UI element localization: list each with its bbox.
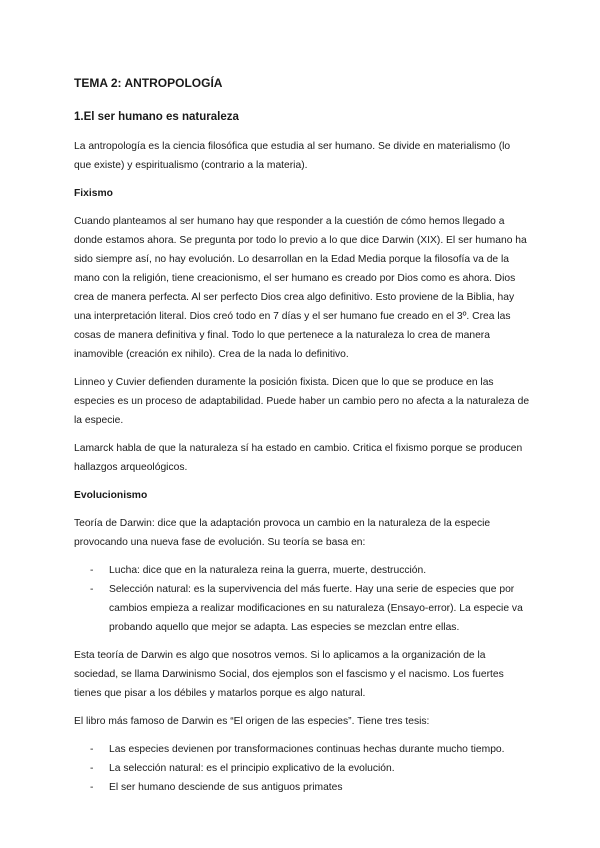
evolucionismo-paragraph-1: Teoría de Darwin: dice que la adaptación provoca un cambio en la naturaleza de la especie provocando una nueva fase de evolución. Su teoría se basa en: bbox=[74, 518, 491, 548]
list-item-text: Lucha: dice que en la naturaleza reina la guerra, muerte, destrucción. bbox=[109, 565, 427, 576]
fixismo-paragraph-1: Cuando planteamos al ser humano hay que responder a la cuestión de cómo hemos llegado a donde estamos ahora. Se pregunta por todo lo previo a lo que dice Darwin (XIX). El ser humano ha sido siempre así, no hay evolución. Lo desarrollan en la Edad Media porque la filosofía va de la mano con la religión, tiene creacionismo, el ser humano es creado por Dios como es ahora. Dios crea de manera perfecta. Al ser perfecto Dios crea algo definitivo. Esto proviene de la Biblia, hay una interpretación literal. Dios creó todo en 7 días y el ser humano fue creado en el 3º. Crea las cosas de manera definitiva y final. Todo lo que pertenece a la naturaleza lo crea de manera inamovible (creación ex nihilo). Crea de la nada lo definitivo. bbox=[74, 216, 527, 360]
darwin-thesis-list bbox=[74, 740, 530, 797]
list-item bbox=[74, 759, 530, 778]
list-item-text: Selección natural: es la supervivencia del más fuerte. Hay una serie de especies que por cambios empieza a realizar modificaciones en su naturaleza (Ensayo-error). La especie va probando aquello que mejor se adapta. Las especies se mezclan entre ellas. bbox=[109, 584, 523, 633]
bullet-dash: - bbox=[90, 584, 94, 595]
fixismo-paragraph-3: Lamarck habla de que la naturaleza sí ha estado en cambio. Critica el fixismo porque se producen hallazgos arqueológicos. bbox=[74, 443, 523, 473]
darwin-theory-list bbox=[74, 561, 530, 637]
bullet-dash: - bbox=[90, 744, 94, 755]
list-item bbox=[74, 580, 530, 637]
list-item bbox=[74, 778, 530, 797]
bullet-dash: - bbox=[90, 763, 94, 774]
evolucionismo-heading: Evolucionismo bbox=[74, 490, 148, 501]
page-title: TEMA 2: ANTROPOLOGÍA bbox=[74, 76, 223, 90]
evolucionismo-paragraph-3: El libro más famoso de Darwin es “El origen de las especies”. Tiene tres tesis: bbox=[74, 716, 430, 727]
list-item-text: La selección natural: es el principio explicativo de la evolución. bbox=[109, 763, 395, 774]
fixismo-paragraph-2: Linneo y Cuvier defienden duramente la posición fixista. Dicen que lo que se produce en las especies es un proceso de adaptabilidad. Puede haber un cambio pero no afecta a la naturaleza de la especie. bbox=[74, 377, 530, 426]
section-heading: 1.El ser humano es naturaleza bbox=[74, 111, 239, 123]
bullet-dash: - bbox=[90, 565, 94, 576]
document-body bbox=[74, 74, 530, 806]
list-item bbox=[74, 561, 530, 580]
evolucionismo-paragraph-2: Esta teoría de Darwin es algo que nosotros vemos. Si lo aplicamos a la organización de la sociedad, se llama Darwinismo Social, dos ejemplos son el fascismo y el nacismo. Los fuertes tienes que pisar a los débiles y matarlos porque es algo natural. bbox=[74, 650, 504, 699]
fixismo-heading: Fixismo bbox=[74, 188, 113, 199]
intro-paragraph: La antropología es la ciencia filosófica que estudia al ser humano. Se divide en materialismo (lo que existe) y espiritualismo (contrario a la materia). bbox=[74, 141, 511, 171]
list-item-text: Las especies devienen por transformaciones continuas hechas durante mucho tiempo. bbox=[109, 744, 505, 755]
list-item bbox=[74, 740, 530, 759]
bullet-dash: - bbox=[90, 782, 94, 793]
list-item-text: El ser humano desciende de sus antiguos primates bbox=[109, 782, 343, 793]
